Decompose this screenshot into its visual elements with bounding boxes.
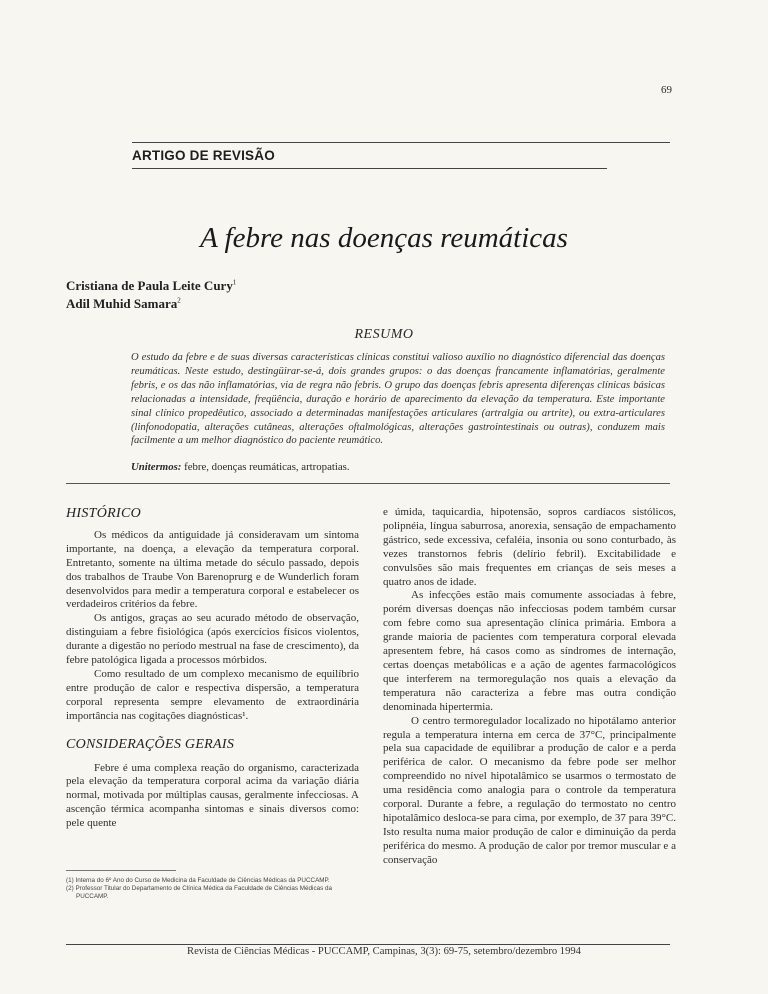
- paragraph: Os médicos da antiguidade já consideravam um sintoma importante, na doença, a elevação da temperatura corporal. Entretanto, somente na última metade do século passado, depois dos trabalhos de Traube Von Barenoprurg e de Wunderlich foram desenvolvidos para medir a temperatura corporal e estabelecer os verdadeiros critérios da febre.: [66, 528, 359, 611]
- abstract-heading: RESUMO: [354, 327, 414, 342]
- abstract-rule: [66, 483, 670, 484]
- abstract-text: O estudo da febre e de suas diversas características clínicas constitui valioso auxílio no diagnóstico diferencial das doenças reumáticas. Neste estudo, destingüirar-se-á, dois grandes grupos: o das doenças francamente inflamatórias, geralmente febris, e os das não inflamatórias, via de regra não febris. O grupo das doenças febris apresenta diferenças clínicas básicas relacionadas a intensidade, freqüência, duração e horário de aparecimento da elevação da temperatura. Este importante sinal clínico propedêutico, associado a determinadas manifestações articulares (artralgia ou artrite), ou extra-articulares (linfonodopatia, alterações cutâneas, alterações oftalmológicas, alterações gastrointestinais ou outras), conduzem mais facilmente a um melhor diagnóstico do paciente reumático.: [131, 352, 665, 447]
- footnote-rule: [66, 870, 176, 871]
- keywords: [131, 461, 665, 473]
- heading-historico: HISTÓRICO: [66, 506, 142, 521]
- author-mark: 2: [177, 296, 181, 305]
- heading-consideracoes: CONSIDERAÇÕES GERAIS: [66, 736, 235, 752]
- paragraph: O centro termoregulador localizado no hipotálamo anterior regula a temperatura interna em cerca de 37°C, principalmente pela sua capacidade de equilibrar a produção de calor e a perda periférica de calor. O mecanismo da febre pode ser melhor compreendido no nível hipotalâmico se usarmos o termostato de uma residência como analogia para o controle da temperatura corporal. Durante a febre, a regulação do termostato no centro hipotalâmico desloca-se para cima, por exemplo, de 37 para 39°C. Isto resulta numa maior produção de calor e diminuição da perda periférica do mesmo. A produção de calor por tremor muscular e a conservação: [383, 714, 676, 866]
- footnote-1: (1) Interna do 6º Ano do Curso de Medicina da Faculdade de Ciências Médicas da PUCCAMP.: [66, 877, 330, 884]
- author-2: [66, 296, 181, 312]
- footnotes: [66, 877, 359, 901]
- section-label-rule: [132, 168, 607, 169]
- author-name: Cristiana de Paula Leite Cury: [66, 278, 233, 293]
- left-column: [66, 507, 359, 831]
- keywords-label: Unitermos:: [131, 461, 182, 473]
- right-column: [383, 506, 676, 868]
- section-label: ARTIGO DE REVISÃO: [132, 148, 275, 163]
- article-title: A febre nas doenças reumáticas: [200, 222, 568, 254]
- page-number: 69: [661, 84, 672, 96]
- author-mark: 1: [232, 278, 237, 287]
- paragraph: Como resultado de um complexo mecanismo de equilíbrio entre produção de calor e respectiva dispersão, a temperatura corporal representa sempre elevamento de extraordinária importância nas cogitações diagnósticas¹.: [66, 667, 359, 722]
- top-rule: [132, 142, 670, 143]
- author-name: Adil Muhid Samara: [66, 296, 178, 311]
- paragraph: As infecções estão mais comumente associadas à febre, porém diversas doenças não infecciosas podem também cursar com febre como sua apresentação clínica primária. Embora a grande maioria de pacientes com temperatura corporal elevada apresentem febre, há casos como as síndromes de internação, certas doenças metabólicas e a ação de agentes farmacológicos que interferem na termoregulação nos quais a elevação da temperatura não caracteriza a febre mas outra condição denominada hipertermia.: [383, 589, 676, 713]
- author-1: [66, 278, 236, 294]
- footer-rule: [66, 944, 670, 945]
- paragraph: Os antigos, graças ao seu acurado método de observação, distinguiam a febre fisiológica (após exercícios físicos violentos, durante a digestão no período mestrual na fase de crescimento), da febre patológica ligada a processos mórbidos.: [66, 612, 359, 667]
- footnote-2: (2) Professor Titular do Departamento de Clínica Médica da Faculdade de Ciências Médicas da PUCCAMP.: [66, 885, 333, 900]
- journal-citation: Revista de Ciências Médicas - PUCCAMP, Campinas, 3(3): 69-75, setembro/dezembro 1994: [187, 946, 581, 957]
- paragraph: e úmida, taquicardia, hipotensão, sopros cardíacos sistólicos, polipnéia, língua saburrosa, anorexia, sensação de empachamento gástrico, sede excessiva, cefaléia, insonia ou sono conturbado, às vezes transtornos febris (delírio febril). Excitabilidade e convulsões são mais frequentes em crianças de seis meses a quatro anos de idade.: [383, 506, 676, 588]
- paragraph: Febre é uma complexa reação do organismo, caracterizada pela elevação da temperatura corporal acima da variação diária normal, motivada por múltiplas causas, geralmente infecciosas. A ascenção térmica acompanha sintomas e sinais diversos como: pele quente: [66, 761, 359, 830]
- keywords-list: febre, doenças reumáticas, artropatias.: [184, 461, 350, 473]
